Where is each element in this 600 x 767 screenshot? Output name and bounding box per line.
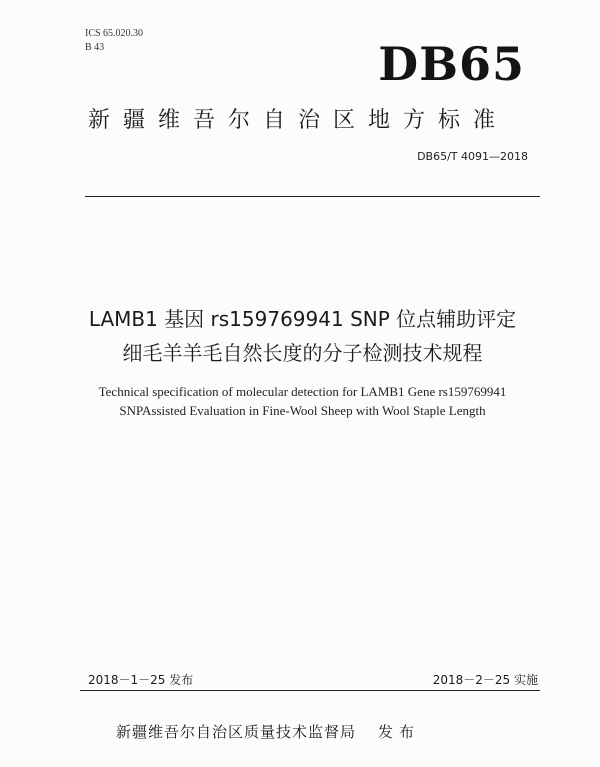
issue-label: 发布 bbox=[378, 723, 421, 741]
footer-divider bbox=[80, 690, 540, 691]
english-title bbox=[60, 382, 545, 420]
chinese-title-line-1: LAMB1 基因 rs159769941 SNP 位点辅助评定 bbox=[88, 307, 517, 331]
english-title-line-1: Technical specification of molecular detection for LAMB1 Gene rs159769941 bbox=[98, 384, 507, 399]
issuer-line bbox=[116, 721, 420, 742]
standard-type-heading: 新疆维吾尔自治区地方标准 bbox=[88, 108, 509, 133]
standard-number: DB65/T 4091—2018 bbox=[417, 150, 528, 163]
english-title-line-2: SNPAssisted Evaluation in Fine-Wool Sheep with Wool Staple Length bbox=[119, 403, 486, 418]
implement-date: 2018－2－25 实施 bbox=[432, 673, 538, 687]
ics-code: ICS 65.020.30 bbox=[85, 28, 144, 39]
db65-logo: DB65 bbox=[378, 37, 525, 91]
ccs-code: B 43 bbox=[85, 42, 105, 53]
chinese-title-line-2: 细毛羊羊毛自然长度的分子检测技术规程 bbox=[122, 341, 483, 365]
issuing-authority: 新疆维吾尔自治区质量技术监督局 bbox=[116, 723, 357, 741]
publish-date: 2018－1－25 发布 bbox=[88, 673, 194, 687]
header-divider bbox=[85, 196, 540, 197]
chinese-title bbox=[60, 302, 545, 370]
